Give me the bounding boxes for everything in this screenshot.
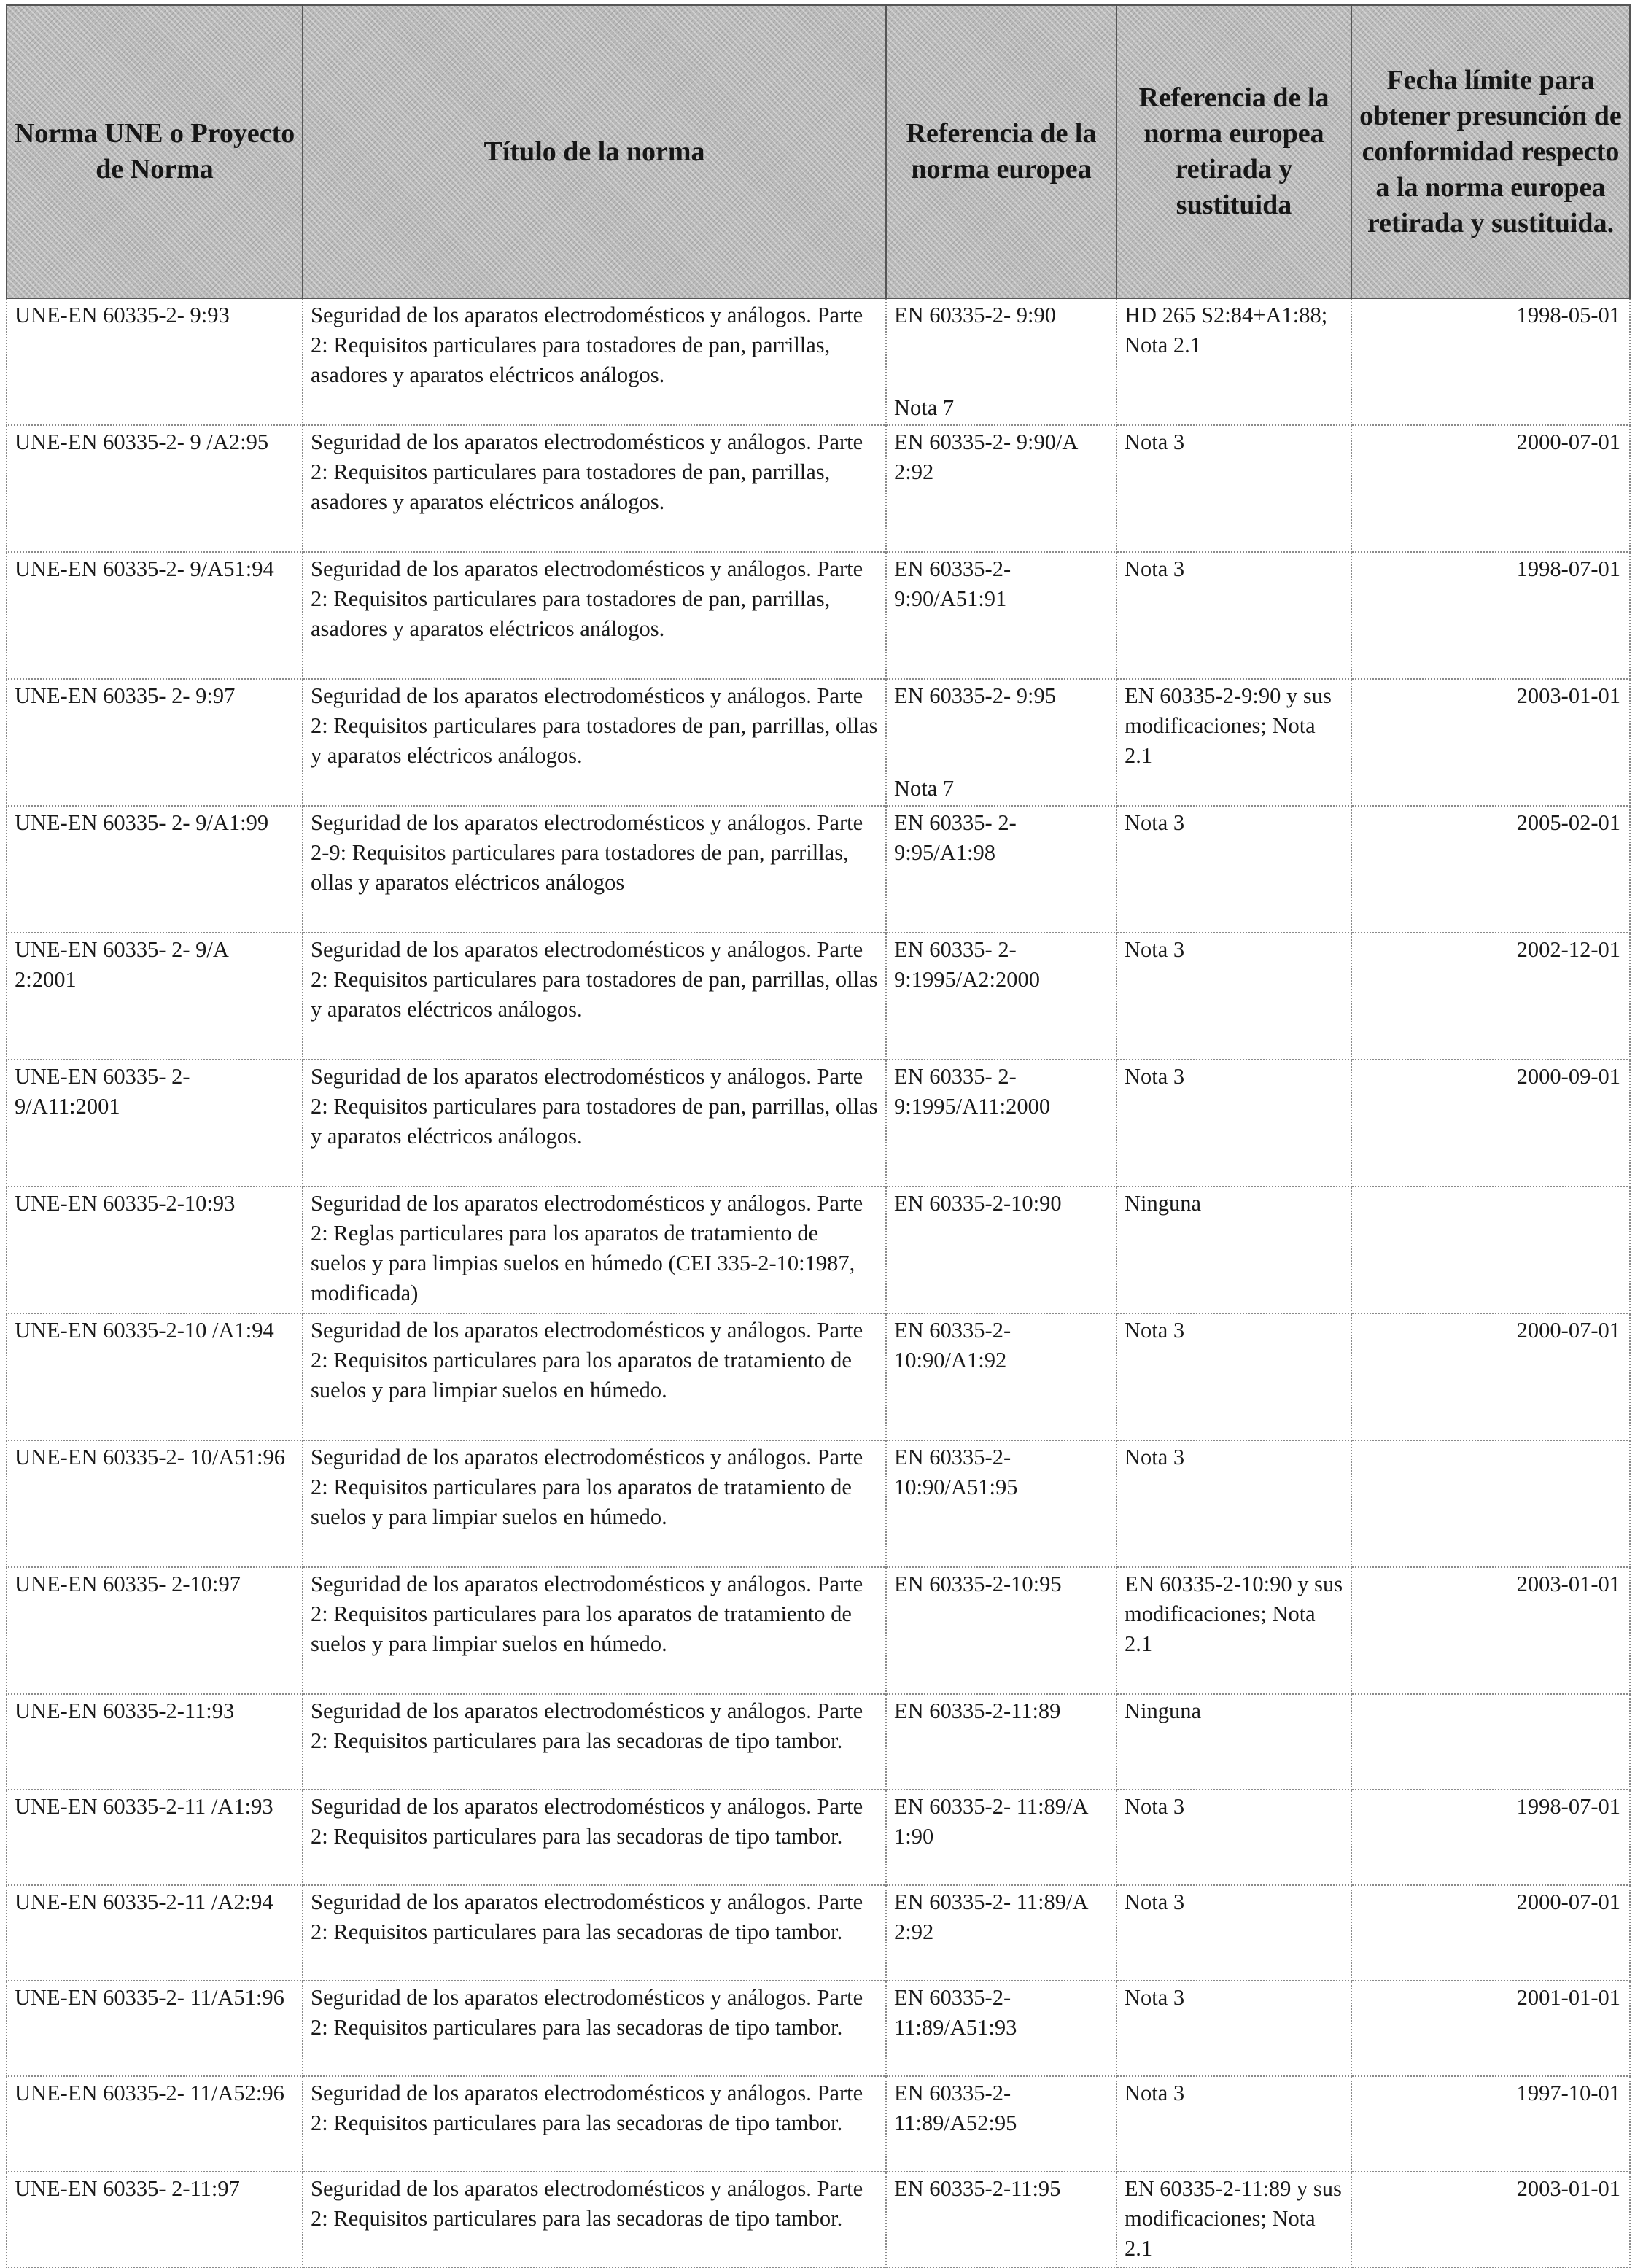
table-row bbox=[7, 1981, 1630, 2076]
cell-referencia-europea bbox=[886, 1440, 1116, 1567]
cell-titulo: Seguridad de los aparatos electrodomésticos y análogos. Parte 2: Requisitos particulares para las secadoras de tipo tambor. bbox=[303, 1885, 886, 1981]
cell-titulo: Seguridad de los aparatos electrodomésticos y análogos. Parte 2: Requisitos particulares para las secadoras de tipo tambor. bbox=[303, 1790, 886, 1885]
table-row bbox=[7, 1567, 1630, 1694]
cell-titulo: Seguridad de los aparatos electrodomésticos y análogos. Parte 2: Requisitos particulares para tostadores de pan, parrillas, asadores y aparatos eléctricos análogos. bbox=[303, 298, 886, 425]
referencia-text: EN 60335-2- 11:89/A 1:90 bbox=[894, 1794, 1087, 1849]
table-row bbox=[7, 1885, 1630, 1981]
referencia-text: EN 60335-2- 10:90/A51:95 bbox=[894, 1445, 1018, 1499]
referencia-text: EN 60335-2- 11:89/A 2:92 bbox=[894, 1890, 1087, 1944]
cell-referencia-europea bbox=[886, 1790, 1116, 1885]
table-row bbox=[7, 679, 1630, 806]
referencia-text: EN 60335-2- 11:89/A52:95 bbox=[894, 2081, 1017, 2135]
cell-norma-une: UNE-EN 60335- 2- 9/A11:2001 bbox=[7, 1060, 303, 1187]
cell-referencia-retirada: Nota 3 bbox=[1116, 933, 1351, 1060]
cell-fecha-limite bbox=[1351, 1694, 1630, 1790]
referencia-note: Nota 7 bbox=[894, 776, 955, 801]
cell-fecha-limite: 2000-09-01 bbox=[1351, 1060, 1630, 1187]
header-row bbox=[7, 5, 1630, 298]
referencia-text: EN 60335-2- 9:90/A51:91 bbox=[894, 556, 1011, 611]
cell-titulo: Seguridad de los aparatos electrodomésticos y análogos. Parte 2: Requisitos particulares para tostadores de pan, parrillas, asadores y aparatos eléctricos análogos. bbox=[303, 552, 886, 679]
table-row bbox=[7, 1060, 1630, 1187]
referencia-text: EN 60335- 2- 9:1995/A2:2000 bbox=[894, 937, 1040, 992]
cell-norma-une: UNE-EN 60335-2-11 /A2:94 bbox=[7, 1885, 303, 1981]
cell-norma-une: UNE-EN 60335-2-10 /A1:94 bbox=[7, 1313, 303, 1440]
referencia-text: EN 60335-2-10:95 bbox=[894, 1572, 1062, 1596]
referencia-text: EN 60335-2- 9:90 bbox=[894, 303, 1056, 327]
table-row bbox=[7, 1313, 1630, 1440]
cell-titulo: Seguridad de los aparatos electrodomésticos y análogos. Parte 2-9: Requisitos particulares para tostadores de pan, parrillas, ollas y aparatos eléctricos análogos bbox=[303, 806, 886, 933]
table-row bbox=[7, 806, 1630, 933]
cell-fecha-limite: 2000-07-01 bbox=[1351, 425, 1630, 552]
cell-referencia-retirada: Nota 3 bbox=[1116, 1440, 1351, 1567]
cell-norma-une: UNE-EN 60335- 2- 9/A1:99 bbox=[7, 806, 303, 933]
cell-referencia-europea bbox=[886, 1060, 1116, 1187]
cell-titulo: Seguridad de los aparatos electrodomésticos y análogos. Parte 2: Reglas particulares para los aparatos de tratamiento de suelos y para limpias suelos en húmedo (CEI 335-2-10:1987, modificada) bbox=[303, 1187, 886, 1313]
cell-referencia-retirada: HD 265 S2:84+A1:88; Nota 2.1 bbox=[1116, 298, 1351, 425]
cell-titulo: Seguridad de los aparatos electrodomésticos y análogos. Parte 2: Requisitos particulares para los aparatos de tratamiento de suelos y para limpiar suelos en húmedo. bbox=[303, 1567, 886, 1694]
cell-referencia-retirada: Nota 3 bbox=[1116, 1060, 1351, 1187]
cell-referencia-europea bbox=[886, 2076, 1116, 2172]
cell-referencia-retirada: Nota 3 bbox=[1116, 425, 1351, 552]
cell-referencia-europea bbox=[886, 933, 1116, 1060]
cell-fecha-limite bbox=[1351, 1440, 1630, 1567]
cell-referencia-retirada: EN 60335-2-11:89 y sus modificaciones; Nota 2.1 bbox=[1116, 2172, 1351, 2267]
cell-referencia-retirada: Nota 3 bbox=[1116, 1885, 1351, 1981]
cell-norma-une: UNE-EN 60335- 2-11:97 bbox=[7, 2172, 303, 2267]
referencia-text: EN 60335-2- 11:89/A51:93 bbox=[894, 1985, 1017, 2040]
referencia-text: EN 60335- 2- 9:1995/A11:2000 bbox=[894, 1064, 1051, 1119]
cell-referencia-europea bbox=[886, 679, 1116, 806]
cell-titulo: Seguridad de los aparatos electrodomésticos y análogos. Parte 2: Requisitos particulares para las secadoras de tipo tambor. bbox=[303, 1981, 886, 2076]
cell-referencia-retirada: Ninguna bbox=[1116, 1694, 1351, 1790]
cell-fecha-limite: 2000-07-01 bbox=[1351, 1885, 1630, 1981]
table-row bbox=[7, 1187, 1630, 1313]
referencia-text: EN 60335- 2- 9:95/A1:98 bbox=[894, 810, 1017, 865]
cell-titulo: Seguridad de los aparatos electrodomésticos y análogos. Parte 2: Requisitos particulares para tostadores de pan, parrillas, ollas y aparatos eléctricos análogos. bbox=[303, 679, 886, 806]
cell-referencia-europea bbox=[886, 1885, 1116, 1981]
cell-norma-une: UNE-EN 60335- 2- 9:97 bbox=[7, 679, 303, 806]
cell-referencia-retirada: Ninguna bbox=[1116, 1187, 1351, 1313]
cell-fecha-limite: 1998-07-01 bbox=[1351, 552, 1630, 679]
cell-titulo: Seguridad de los aparatos electrodomésticos y análogos. Parte 2: Requisitos particulares para las secadoras de tipo tambor. bbox=[303, 1694, 886, 1790]
cell-norma-une: UNE-EN 60335-2- 11/A52:96 bbox=[7, 2076, 303, 2172]
cell-fecha-limite: 1997-10-01 bbox=[1351, 2076, 1630, 2172]
referencia-note: Nota 7 bbox=[894, 395, 955, 420]
referencia-text: EN 60335-2- 9:95 bbox=[894, 683, 1056, 708]
table-row bbox=[7, 552, 1630, 679]
cell-norma-une: UNE-EN 60335-2-11 /A1:93 bbox=[7, 1790, 303, 1885]
cell-referencia-europea bbox=[886, 1981, 1116, 2076]
header-referencia-retirada: Referencia de la norma europea retirada y sustituida bbox=[1116, 5, 1351, 298]
cell-referencia-retirada: Nota 3 bbox=[1116, 806, 1351, 933]
cell-referencia-europea bbox=[886, 298, 1116, 425]
cell-fecha-limite bbox=[1351, 1187, 1630, 1313]
cell-referencia-retirada: Nota 3 bbox=[1116, 1790, 1351, 1885]
cell-titulo: Seguridad de los aparatos electrodomésticos y análogos. Parte 2: Requisitos particulares para los aparatos de tratamiento de suelos y para limpiar suelos en húmedo. bbox=[303, 1440, 886, 1567]
cell-titulo: Seguridad de los aparatos electrodomésticos y análogos. Parte 2: Requisitos particulares para tostadores de pan, parrillas, ollas y aparatos eléctricos análogos. bbox=[303, 933, 886, 1060]
referencia-text: EN 60335-2-11:89 bbox=[894, 1698, 1061, 1723]
cell-fecha-limite: 2002-12-01 bbox=[1351, 933, 1630, 1060]
cell-referencia-europea bbox=[886, 1694, 1116, 1790]
cell-titulo: Seguridad de los aparatos electrodomésticos y análogos. Parte 2: Requisitos particulares para tostadores de pan, parrillas, asadores y aparatos eléctricos análogos. bbox=[303, 425, 886, 552]
cell-norma-une: UNE-EN 60335-2- 11/A51:96 bbox=[7, 1981, 303, 2076]
cell-fecha-limite: 2001-01-01 bbox=[1351, 1981, 1630, 2076]
cell-referencia-europea bbox=[886, 1313, 1116, 1440]
table-row bbox=[7, 425, 1630, 552]
header-fecha-limite: Fecha límite para obtener presunción de conformidad respecto a la norma europea retirada y sustituida. bbox=[1351, 5, 1630, 298]
cell-referencia-europea bbox=[886, 1567, 1116, 1694]
header-norma-une: Norma UNE o Proyecto de Norma bbox=[7, 5, 303, 298]
table-row bbox=[7, 2076, 1630, 2172]
table-row bbox=[7, 933, 1630, 1060]
cell-fecha-limite: 2003-01-01 bbox=[1351, 2172, 1630, 2267]
table-row bbox=[7, 1790, 1630, 1885]
cell-titulo: Seguridad de los aparatos electrodomésticos y análogos. Parte 2: Requisitos particulares para los aparatos de tratamiento de suelos y para limpiar suelos en húmedo. bbox=[303, 1313, 886, 1440]
cell-referencia-retirada: Nota 3 bbox=[1116, 1313, 1351, 1440]
cell-fecha-limite: 1998-07-01 bbox=[1351, 1790, 1630, 1885]
cell-referencia-retirada: EN 60335-2-10:90 y sus modificaciones; Nota 2.1 bbox=[1116, 1567, 1351, 1694]
cell-fecha-limite: 1998-05-01 bbox=[1351, 298, 1630, 425]
cell-referencia-europea bbox=[886, 425, 1116, 552]
table-row bbox=[7, 1694, 1630, 1790]
cell-referencia-europea bbox=[886, 806, 1116, 933]
cell-titulo: Seguridad de los aparatos electrodomésticos y análogos. Parte 2: Requisitos particulares para las secadoras de tipo tambor. bbox=[303, 2076, 886, 2172]
cell-norma-une: UNE-EN 60335-2- 9/A51:94 bbox=[7, 552, 303, 679]
table-row bbox=[7, 298, 1630, 425]
table-row bbox=[7, 2172, 1630, 2267]
cell-referencia-europea bbox=[886, 552, 1116, 679]
cell-fecha-limite: 2003-01-01 bbox=[1351, 679, 1630, 806]
referencia-text: EN 60335-2- 9:90/A 2:92 bbox=[894, 430, 1077, 484]
table-body bbox=[7, 298, 1630, 2267]
cell-norma-une: UNE-EN 60335- 2- 9/A 2:2001 bbox=[7, 933, 303, 1060]
standards-table bbox=[6, 4, 1631, 2268]
referencia-text: EN 60335-2- 10:90/A1:92 bbox=[894, 1318, 1011, 1372]
header-titulo: Título de la norma bbox=[303, 5, 886, 298]
cell-referencia-europea bbox=[886, 1187, 1116, 1313]
cell-norma-une: UNE-EN 60335-2- 9 /A2:95 bbox=[7, 425, 303, 552]
cell-referencia-retirada: EN 60335-2-9:90 y sus modificaciones; Nota 2.1 bbox=[1116, 679, 1351, 806]
table-row bbox=[7, 1440, 1630, 1567]
cell-titulo: Seguridad de los aparatos electrodomésticos y análogos. Parte 2: Requisitos particulares para tostadores de pan, parrillas, ollas y aparatos eléctricos análogos. bbox=[303, 1060, 886, 1187]
referencia-text: EN 60335-2-10:90 bbox=[894, 1191, 1062, 1216]
cell-referencia-retirada: Nota 3 bbox=[1116, 1981, 1351, 2076]
cell-referencia-retirada: Nota 3 bbox=[1116, 2076, 1351, 2172]
cell-referencia-europea bbox=[886, 2172, 1116, 2267]
cell-titulo: Seguridad de los aparatos electrodomésticos y análogos. Parte 2: Requisitos particulares para las secadoras de tipo tambor. bbox=[303, 2172, 886, 2267]
cell-fecha-limite: 2000-07-01 bbox=[1351, 1313, 1630, 1440]
cell-norma-une: UNE-EN 60335- 2-10:97 bbox=[7, 1567, 303, 1694]
cell-norma-une: UNE-EN 60335-2- 9:93 bbox=[7, 298, 303, 425]
cell-norma-une: UNE-EN 60335-2-11:93 bbox=[7, 1694, 303, 1790]
header-referencia-europea: Referencia de la norma europea bbox=[886, 5, 1116, 298]
cell-referencia-retirada: Nota 3 bbox=[1116, 552, 1351, 679]
cell-norma-une: UNE-EN 60335-2- 10/A51:96 bbox=[7, 1440, 303, 1567]
cell-norma-une: UNE-EN 60335-2-10:93 bbox=[7, 1187, 303, 1313]
referencia-text: EN 60335-2-11:95 bbox=[894, 2176, 1061, 2201]
cell-fecha-limite: 2003-01-01 bbox=[1351, 1567, 1630, 1694]
cell-fecha-limite: 2005-02-01 bbox=[1351, 806, 1630, 933]
table-header bbox=[7, 5, 1630, 298]
